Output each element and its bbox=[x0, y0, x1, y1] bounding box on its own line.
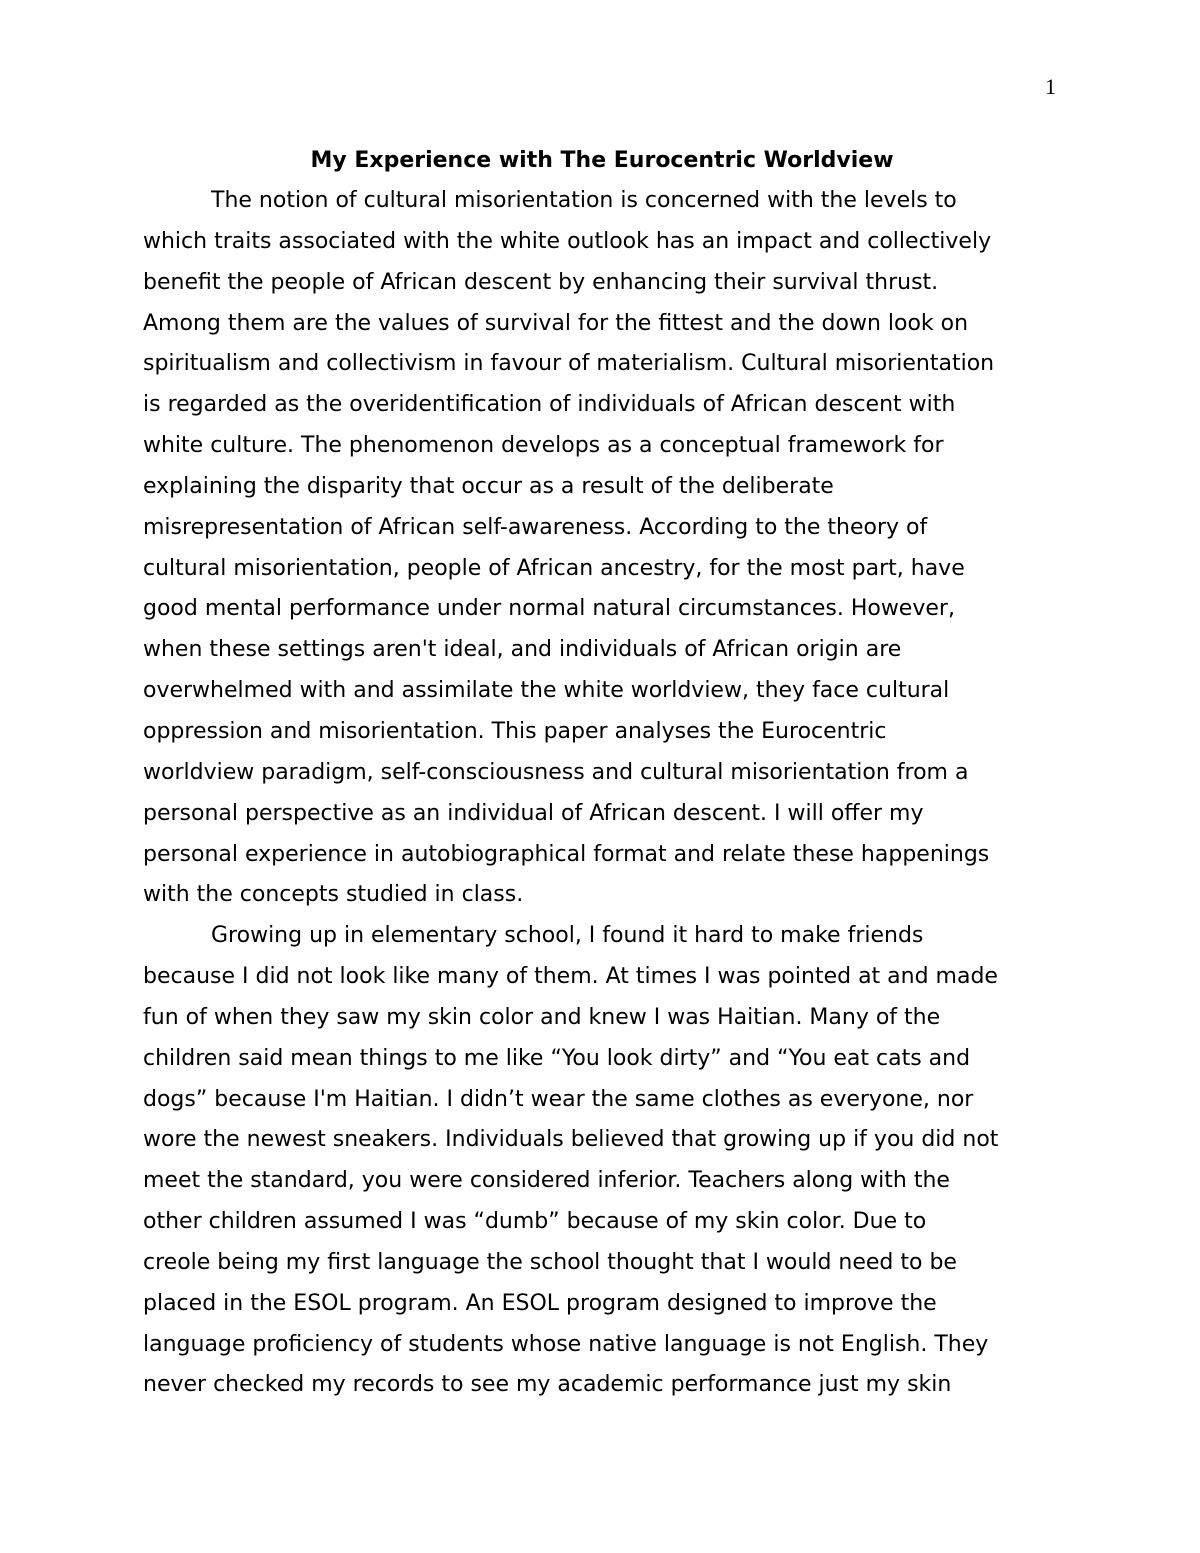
paragraph-line: meet the standard, you were considered inferior. Teachers along with the bbox=[143, 1168, 950, 1194]
document-body bbox=[143, 140, 1061, 1406]
paragraph-line: explaining the disparity that occur as a result of the deliberate bbox=[143, 473, 834, 499]
paragraph-line: benefit the people of African descent by enhancing their survival thrust. bbox=[143, 269, 939, 295]
paragraph-line: misrepresentation of African self-awareness. According to the theory of bbox=[143, 514, 928, 540]
paragraph-line: white culture. The phenomenon develops as a conceptual framework for bbox=[143, 433, 944, 459]
document-title: My Experience with The Eurocentric Worldview bbox=[310, 148, 894, 173]
paragraph-line: fun of when they saw my skin color and knew I was Haitian. Many of the bbox=[143, 1004, 941, 1030]
paragraph-line: Growing up in elementary school, I found it hard to make friends bbox=[211, 923, 924, 949]
page-number: 1 bbox=[1045, 74, 1056, 99]
paragraph-line: placed in the ESOL program. An ESOL program designed to improve the bbox=[143, 1290, 937, 1316]
paragraph-line: because I did not look like many of them. At times I was pointed at and made bbox=[143, 964, 998, 990]
paragraphs bbox=[143, 181, 1061, 1406]
paragraph-line: creole being my first language the school thought that I would need to be bbox=[143, 1249, 957, 1275]
paragraph-line: with the concepts studied in class. bbox=[143, 882, 524, 908]
paragraph-line: other children assumed I was “dumb” because of my skin color. Due to bbox=[143, 1209, 927, 1235]
paragraph-1 bbox=[143, 181, 1061, 916]
paragraph-line: when these settings aren't ideal, and individuals of African origin are bbox=[143, 637, 902, 663]
paragraph-2 bbox=[143, 916, 1061, 1406]
paragraph-line: Among them are the values of survival for the fittest and the down look on bbox=[143, 310, 969, 336]
paragraph-line: cultural misorientation, people of African ancestry, for the most part, have bbox=[143, 555, 965, 581]
paragraph-line: personal experience in autobiographical format and relate these happenings bbox=[143, 841, 990, 867]
paragraph-line: which traits associated with the white outlook has an impact and collectively bbox=[143, 228, 992, 254]
paragraph-line: dogs” because I'm Haitian. I didn’t wear the same clothes as everyone, nor bbox=[143, 1086, 974, 1112]
paragraph-line: language proficiency of students whose native language is not English. They bbox=[143, 1331, 989, 1357]
paragraph-line: good mental performance under normal natural circumstances. However, bbox=[143, 596, 955, 622]
paragraph-line: is regarded as the overidentification of individuals of African descent with bbox=[143, 392, 956, 418]
paragraph-line: oppression and misorientation. This paper analyses the Eurocentric bbox=[143, 718, 887, 744]
paragraph-line: never checked my records to see my academic performance just my skin bbox=[143, 1372, 952, 1398]
paragraph-line: spiritualism and collectivism in favour of materialism. Cultural misorientation bbox=[143, 351, 995, 377]
paragraph-line: worldview paradigm, self-consciousness and cultural misorientation from a bbox=[143, 759, 969, 785]
paragraph-line: overwhelmed with and assimilate the white worldview, they face cultural bbox=[143, 678, 950, 704]
paragraph-line: wore the newest sneakers. Individuals believed that growing up if you did not bbox=[143, 1127, 999, 1153]
paragraph-line: personal perspective as an individual of African descent. I will offer my bbox=[143, 800, 924, 826]
paragraph-line: children said mean things to me like “You look dirty” and “You eat cats and bbox=[143, 1045, 971, 1071]
paragraph-line: The notion of cultural misorientation is concerned with the levels to bbox=[211, 188, 957, 213]
